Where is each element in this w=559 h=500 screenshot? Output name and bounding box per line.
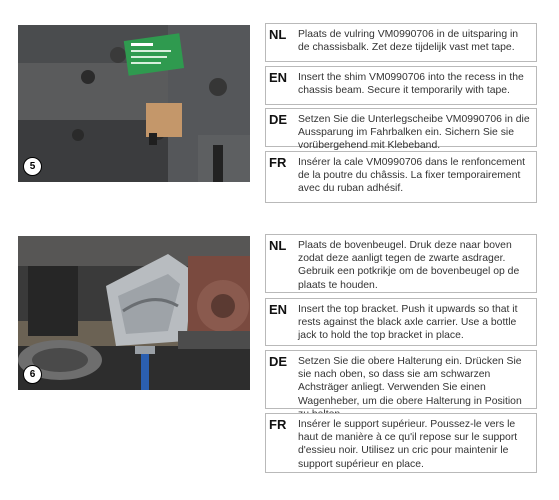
instruction-text: Insérer la cale VM0990706 dans le renfoncement de la poutre du châssis. La fixer temporairement avec du ruban adhésif. — [298, 157, 526, 195]
language-code: FR — [269, 155, 287, 170]
instruction-box-fr — [265, 413, 537, 473]
language-code: DE — [269, 354, 288, 369]
step-6-image — [18, 236, 250, 390]
instruction-text: Plaats de bovenbeugel. Druk deze naar boven zodat deze aanligt tegen de zwarte asdrager. Gebruik een potkrikje om de bovenbeugel op de plaats te houden. — [298, 240, 520, 291]
language-code: EN — [269, 302, 288, 317]
instruction-box-de — [265, 108, 537, 152]
step-5-image — [18, 25, 250, 182]
step-5-photo — [18, 25, 250, 182]
instruction-text: Setzen Sie die obere Halterung ein. Drücken Sie sie nach oben, so dass sie am schwarzen Achsträger anliegt. Verwenden Sie einen Wagenheber, um die obere Halterung in Position — [298, 356, 522, 407]
instruction-box-en — [265, 298, 537, 346]
step-6-photo — [18, 236, 250, 390]
instruction-box-de — [265, 350, 537, 409]
language-code: EN — [269, 70, 288, 85]
language-code: FR — [269, 417, 287, 432]
instruction-box-fr — [265, 151, 537, 203]
language-code: DE — [269, 112, 288, 127]
step-number-badge: 6 — [23, 365, 42, 384]
language-code: NL — [269, 238, 287, 253]
instruction-text: Insérer le support supérieur. Poussez-le vers le haut de manière à ce qu'il repose sur le support d'essieu noir. Utilisez un cric pour maintenir le support supérieur en place. — [298, 419, 518, 470]
instruction-text: Insert the top bracket. Push it upwards so that it rests against the black axle carrier. Use a bottle jack to hold the top bracket in place. — [298, 304, 518, 342]
instruction-box-nl — [265, 234, 537, 293]
language-code: NL — [269, 27, 287, 42]
step-number-badge: 5 — [23, 157, 42, 176]
instruction-text: Plaats de vulring VM0990706 in de uitsparing in de chassisbalk. Zet deze tijdelijk vast met tape. — [298, 29, 519, 54]
instruction-box-nl — [265, 23, 537, 62]
instruction-box-en — [265, 66, 537, 105]
instruction-text: Setzen Sie die Unterlegscheibe VM0990706 in die Aussparung im Fahrbalken ein. Sichern Sie sie vorübergehend mit Klebeband. — [298, 114, 530, 152]
instruction-text: Insert the shim VM0990706 into the recess in the chassis beam. Secure it temporarily with tape. — [298, 72, 524, 97]
